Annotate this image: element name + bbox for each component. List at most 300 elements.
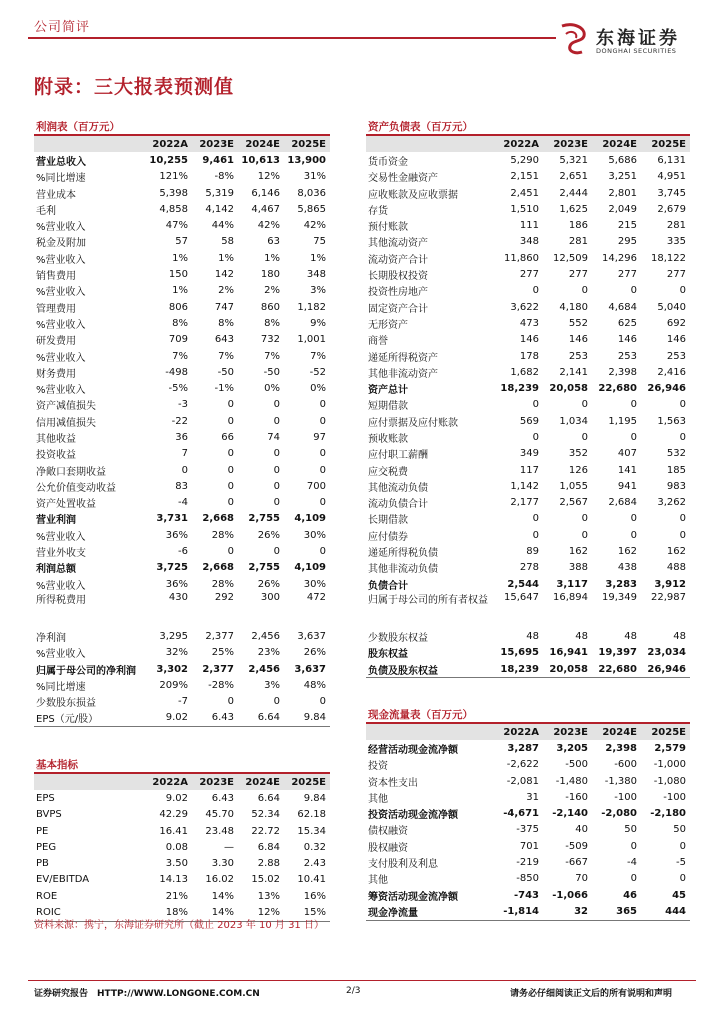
cell-value: 16.41 <box>159 825 188 837</box>
cell-value: 2,416 <box>657 366 686 378</box>
row-label: %营业收入 <box>36 649 86 661</box>
cell-value: -2,080 <box>601 808 637 820</box>
cell-value: 0 <box>630 431 637 443</box>
cell-value: 18% <box>146 904 192 921</box>
cell-value: 22,680 <box>598 383 637 395</box>
row-label: 销售费用 <box>36 271 76 283</box>
cashflow-row <box>366 871 690 887</box>
cell-value: 0 <box>273 464 280 476</box>
row-label: %营业收入 <box>36 531 86 543</box>
income-row <box>34 299 330 315</box>
balance-row <box>366 169 690 185</box>
cell-value: 407 <box>617 448 637 460</box>
cell-value: 0 <box>679 840 686 852</box>
column-header: 2023E <box>543 724 592 740</box>
income-row <box>34 201 330 217</box>
income-row <box>34 234 330 250</box>
cell-value: 281 <box>568 236 588 248</box>
cell-value: 26,946 <box>647 383 686 395</box>
cell-value: 36 <box>175 431 188 443</box>
cashflow-row <box>366 887 690 903</box>
cell-value: 75 <box>313 236 326 248</box>
cell-value: 4,858 <box>159 203 188 215</box>
cell-value: 70 <box>575 873 588 885</box>
row-label: 存货 <box>368 205 388 217</box>
row-label: %营业收入 <box>36 319 86 331</box>
cell-value: 700 <box>306 480 326 492</box>
row-label: ROE <box>36 890 58 902</box>
income-header-row <box>34 136 330 152</box>
column-header: 2022A <box>494 136 543 152</box>
cell-value: -4 <box>178 497 188 509</box>
cell-value: 40 <box>575 824 588 836</box>
top-divider <box>28 37 556 39</box>
row-label: %营业收入 <box>36 352 86 364</box>
cell-value: 19,397 <box>598 647 637 659</box>
cell-value: 5,321 <box>559 154 588 166</box>
cell-value: 0 <box>581 285 588 297</box>
cell-value: 0 <box>319 497 326 509</box>
cell-value: 146 <box>519 334 539 346</box>
cell-value: 42% <box>303 220 326 232</box>
cell-value: 348 <box>519 236 539 248</box>
dragon-logo-icon <box>556 20 592 56</box>
cell-value: 488 <box>666 562 686 574</box>
cell-value: 7% <box>172 350 188 362</box>
income-row <box>34 446 330 462</box>
cell-value: -100 <box>614 791 637 803</box>
cashflow-table <box>366 724 690 921</box>
cell-value: 277 <box>519 269 539 281</box>
cell-value: 1,682 <box>510 366 539 378</box>
cell-value: 0 <box>227 696 234 708</box>
cell-value: 30% <box>303 578 326 590</box>
cell-value: 0 <box>227 399 234 411</box>
balance-row <box>366 380 690 396</box>
cell-value: 15% <box>284 904 330 921</box>
cell-value: 66 <box>221 431 234 443</box>
row-label: 其他流动资产 <box>368 238 428 250</box>
cell-value: 1% <box>172 285 188 297</box>
balance-row <box>366 645 690 661</box>
income-row <box>34 429 330 445</box>
cell-value: 0 <box>227 448 234 460</box>
cell-value: 0 <box>227 497 234 509</box>
income-row <box>34 152 330 168</box>
cell-value: 277 <box>666 269 686 281</box>
cell-value: 5,686 <box>608 154 637 166</box>
cashflow-row <box>366 838 690 854</box>
cell-value: 23.48 <box>205 825 234 837</box>
cell-value: 0 <box>227 464 234 476</box>
income-row <box>34 576 330 592</box>
row-label: 应交税费 <box>368 466 408 478</box>
cell-value: 6.84 <box>257 841 280 853</box>
row-label: 流动资产合计 <box>368 254 428 266</box>
cell-value: -5 <box>676 857 686 869</box>
cell-value: 6.43 <box>192 710 238 727</box>
row-label: 资产总计 <box>368 385 408 397</box>
cell-value: 16,941 <box>549 647 588 659</box>
cell-value: 13% <box>257 890 280 902</box>
income-row <box>34 348 330 364</box>
cell-value: 48 <box>575 630 588 642</box>
cell-value: 277 <box>568 269 588 281</box>
row-label: 应付债券 <box>368 531 408 543</box>
row-label: 预收账款 <box>368 433 408 445</box>
cell-value: 83 <box>175 480 188 492</box>
cell-value: 2,801 <box>608 187 637 199</box>
cell-value: 97 <box>313 431 326 443</box>
row-label: BVPS <box>36 809 62 821</box>
cell-value: -1,000 <box>653 759 686 771</box>
cell-value: 2,141 <box>559 366 588 378</box>
column-header-blank <box>366 136 494 152</box>
balance-row <box>366 495 690 511</box>
cell-value: 0 <box>319 399 326 411</box>
column-header: 2024E <box>238 136 284 152</box>
cell-value: -850 <box>516 873 539 885</box>
row-label: 其他非流动资产 <box>368 368 438 380</box>
cell-value: 3,205 <box>556 742 588 754</box>
cell-value: 142 <box>214 269 234 281</box>
income-row <box>34 628 330 644</box>
cell-value: 1,034 <box>559 415 588 427</box>
balance-header-row <box>366 136 690 152</box>
cell-value: 62.18 <box>297 809 326 821</box>
row-label: 递延所得税负债 <box>368 548 438 560</box>
basic-indicators-panel <box>34 756 330 922</box>
cell-value: 10,255 <box>149 154 188 166</box>
cell-value: 3% <box>310 285 326 297</box>
income-row <box>34 661 330 677</box>
cell-value: -1,380 <box>604 775 637 787</box>
cell-value: 0 <box>181 464 188 476</box>
row-label: 流动负债合计 <box>368 499 428 511</box>
cell-value: 47% <box>165 220 188 232</box>
cell-value: 1,055 <box>559 480 588 492</box>
income-row <box>34 495 330 511</box>
row-label: 递延所得税资产 <box>368 352 438 364</box>
cell-value: 3,622 <box>510 301 539 313</box>
cell-value: 16% <box>303 890 326 902</box>
row-label: 所得税费用 <box>36 595 86 607</box>
cell-value: 22,680 <box>592 661 641 678</box>
cell-value: 12,509 <box>553 252 588 264</box>
cell-value: 63 <box>267 236 280 248</box>
cell-value: 1% <box>218 252 234 264</box>
cell-value: 1% <box>172 252 188 264</box>
cell-value: 860 <box>260 301 280 313</box>
basic-table <box>34 774 330 922</box>
cell-value: 2,377 <box>202 663 234 675</box>
row-label: 研发费用 <box>36 336 76 348</box>
basic-header-row <box>34 774 330 790</box>
cell-value: 3% <box>264 679 280 691</box>
row-label: %营业收入 <box>36 385 86 397</box>
cell-value: 7% <box>218 350 234 362</box>
cell-value: 2,398 <box>608 366 637 378</box>
row-label: 归属于母公司的净利润 <box>36 665 136 677</box>
cell-value: 4,951 <box>657 171 686 183</box>
column-header: 2025E <box>641 136 690 152</box>
cell-value: 11,860 <box>504 252 539 264</box>
income-row <box>34 315 330 331</box>
cell-value: 111 <box>519 220 539 232</box>
balance-row <box>366 661 690 678</box>
cell-value: 2.43 <box>303 858 326 870</box>
cell-value: 30% <box>303 529 326 541</box>
cell-value: 18,239 <box>494 661 543 678</box>
cell-value: 0 <box>273 480 280 492</box>
cell-value: 52.34 <box>251 809 280 821</box>
cell-value: 32% <box>165 647 188 659</box>
cell-value: 0 <box>679 399 686 411</box>
row-label: 预付账款 <box>368 222 408 234</box>
row-label: 投资活动现金流净额 <box>368 810 458 822</box>
income-row <box>34 462 330 478</box>
cell-value: 0 <box>532 285 539 297</box>
cell-value: -743 <box>513 889 539 901</box>
cell-value: 10.41 <box>297 874 326 886</box>
cell-value: 18,239 <box>500 383 539 395</box>
balance-row <box>366 413 690 429</box>
balance-row <box>366 592 690 628</box>
cell-value: 74 <box>267 431 280 443</box>
row-label: 长期股权投资 <box>368 271 428 283</box>
cell-value: -7 <box>178 696 188 708</box>
row-label: 其他 <box>368 793 388 805</box>
balance-row <box>366 217 690 233</box>
basic-row <box>34 807 330 823</box>
cell-value: 3,117 <box>556 578 588 590</box>
cell-value: 7 <box>181 448 188 460</box>
balance-row <box>366 266 690 282</box>
balance-row <box>366 348 690 364</box>
balance-table <box>366 136 690 678</box>
row-label: 股东权益 <box>368 649 408 661</box>
row-label: 利润总额 <box>36 564 76 576</box>
cell-value: 9.84 <box>284 710 330 727</box>
cell-value: -2,622 <box>506 759 539 771</box>
cell-value: 0.08 <box>165 841 188 853</box>
cell-value: 45 <box>672 889 686 901</box>
cell-value: 0 <box>532 513 539 525</box>
cell-value: 0 <box>679 431 686 443</box>
cell-value: 6,131 <box>657 154 686 166</box>
cash-flow-title: 现金流量表（百万元） <box>366 706 690 724</box>
row-label: 长期借款 <box>368 515 408 527</box>
cell-value: 253 <box>617 350 637 362</box>
row-label: 投资 <box>368 761 388 773</box>
cell-value: 14,296 <box>602 252 637 264</box>
cell-value: 0 <box>319 448 326 460</box>
cell-value: 0 <box>679 285 686 297</box>
cell-value: 23,034 <box>647 647 686 659</box>
row-label: 公允价值变动收益 <box>36 482 116 494</box>
cell-value: 12% <box>238 904 284 921</box>
cell-value: 28% <box>211 578 234 590</box>
cell-value: 388 <box>568 562 588 574</box>
cell-value: 50 <box>624 824 637 836</box>
income-row <box>34 694 330 710</box>
income-row <box>34 511 330 527</box>
basic-row <box>34 855 330 871</box>
income-row <box>34 543 330 559</box>
cell-value: -667 <box>565 857 588 869</box>
row-label: 其他收益 <box>36 433 76 445</box>
cell-value: -2,180 <box>650 808 686 820</box>
cell-value: 2,544 <box>507 578 539 590</box>
row-label: 财务费用 <box>36 368 76 380</box>
cell-value: 3,295 <box>159 630 188 642</box>
balance-row <box>366 462 690 478</box>
cell-value: 7% <box>310 350 326 362</box>
cell-value: 5,865 <box>297 203 326 215</box>
cell-value: -498 <box>165 366 188 378</box>
cell-value: 3,912 <box>654 578 686 590</box>
column-header: 2024E <box>592 724 641 740</box>
cell-value: 150 <box>168 269 188 281</box>
cashflow-row <box>366 757 690 773</box>
cell-value: 186 <box>568 220 588 232</box>
cell-value: 2,651 <box>559 171 588 183</box>
row-label: ROIC <box>34 904 146 921</box>
cell-value: — <box>224 841 234 853</box>
cell-value: -2,140 <box>552 808 588 820</box>
cell-value: 15,647 <box>504 592 539 604</box>
cell-value: 6.64 <box>238 710 284 727</box>
cell-value: 0 <box>319 696 326 708</box>
cashflow-header-row <box>366 724 690 740</box>
balance-row <box>366 576 690 592</box>
column-header: 2025E <box>641 724 690 740</box>
cell-value: 278 <box>519 562 539 574</box>
cell-value: 2% <box>264 285 280 297</box>
cell-value: -22 <box>171 415 188 427</box>
cell-value: 747 <box>214 301 234 313</box>
balance-row <box>366 397 690 413</box>
cell-value: 3,637 <box>294 663 326 675</box>
cell-value: 983 <box>666 480 686 492</box>
cell-value: 0 <box>273 399 280 411</box>
cell-value: 281 <box>666 220 686 232</box>
row-label: 货币资金 <box>368 156 408 168</box>
cell-value: 0 <box>273 448 280 460</box>
row-label: 净敞口套期收益 <box>36 466 106 478</box>
cell-value: -375 <box>516 824 539 836</box>
cell-value: 3,262 <box>657 497 686 509</box>
cell-value: 16,894 <box>553 592 588 604</box>
row-label: 资产处置收益 <box>36 499 96 511</box>
cell-value: 277 <box>617 269 637 281</box>
cell-value: 36% <box>165 578 188 590</box>
income-table <box>34 136 330 727</box>
cell-value: 1,563 <box>657 415 686 427</box>
cell-value: 162 <box>617 546 637 558</box>
cashflow-row <box>366 740 690 756</box>
row-label: 营业利润 <box>36 515 76 527</box>
basic-row <box>34 888 330 904</box>
cell-value: 0 <box>581 529 588 541</box>
cell-value: 472 <box>306 592 326 604</box>
data-source-note: 资料来源：携宁，东海证券研究所（截止 2023 年 10 月 31 日） <box>34 920 324 931</box>
logo-text-en: DONGHAI SECURITIES <box>596 47 677 55</box>
cell-value: 292 <box>214 592 234 604</box>
cell-value: 0 <box>227 415 234 427</box>
cell-value: 13,900 <box>287 154 326 166</box>
row-label: %营业收入 <box>36 222 86 234</box>
cell-value: 806 <box>168 301 188 313</box>
row-label: 资产减值损失 <box>36 401 96 413</box>
column-header: 2024E <box>238 774 284 790</box>
income-row <box>34 380 330 396</box>
basic-row <box>34 790 330 806</box>
cell-value: 0 <box>630 285 637 297</box>
cell-value: 1,142 <box>510 480 539 492</box>
cell-value: 162 <box>568 546 588 558</box>
balance-row <box>366 332 690 348</box>
cell-value: 3.30 <box>211 858 234 870</box>
row-label: 支付股利及利息 <box>368 859 438 871</box>
cell-value: -2,081 <box>506 775 539 787</box>
page-number: 2/3 <box>346 986 361 996</box>
cell-value: 0 <box>273 497 280 509</box>
row-label: %同比增速 <box>36 173 86 185</box>
row-label: 营业外收支 <box>36 548 86 560</box>
cell-value: -1,066 <box>552 889 588 901</box>
cell-value: 2,451 <box>510 187 539 199</box>
row-label: 筹资活动现金流净额 <box>368 891 458 903</box>
cell-value: 941 <box>617 480 637 492</box>
row-label: 少数股东损益 <box>36 698 96 710</box>
cell-value: 6.43 <box>211 792 234 804</box>
cell-value: 5,290 <box>510 154 539 166</box>
row-label: 营业成本 <box>36 189 76 201</box>
cell-value: 0 <box>532 431 539 443</box>
income-row <box>34 169 330 185</box>
cell-value: 0 <box>581 431 588 443</box>
cell-value: 6.64 <box>257 792 280 804</box>
cell-value: 2,755 <box>248 562 280 574</box>
row-label: EPS（元/股） <box>34 710 146 727</box>
balance-row <box>366 429 690 445</box>
row-label: %营业收入 <box>36 254 86 266</box>
cell-value: 0.32 <box>303 841 326 853</box>
cell-value: 2,151 <box>510 171 539 183</box>
cell-value: 15,695 <box>500 647 539 659</box>
row-label: 归属于母公司的所有者权益 <box>368 595 488 607</box>
cell-value: 12% <box>257 171 280 183</box>
row-label: 税金及附加 <box>36 238 86 250</box>
column-header: 2022A <box>146 136 192 152</box>
cell-value: 0 <box>679 513 686 525</box>
cell-value: 28% <box>211 529 234 541</box>
income-row <box>34 527 330 543</box>
balance-row <box>366 560 690 576</box>
cell-value: 0 <box>273 696 280 708</box>
balance-row <box>366 152 690 168</box>
income-row <box>34 413 330 429</box>
cell-value: 2,456 <box>251 630 280 642</box>
cell-value: 42.29 <box>159 809 188 821</box>
row-label: 应付职工薪酬 <box>368 450 428 462</box>
cell-value: 3,251 <box>608 171 637 183</box>
cell-value: 15.02 <box>251 874 280 886</box>
balance-row <box>366 364 690 380</box>
cell-value: 1,001 <box>297 334 326 346</box>
row-label: 毛利 <box>36 205 56 217</box>
